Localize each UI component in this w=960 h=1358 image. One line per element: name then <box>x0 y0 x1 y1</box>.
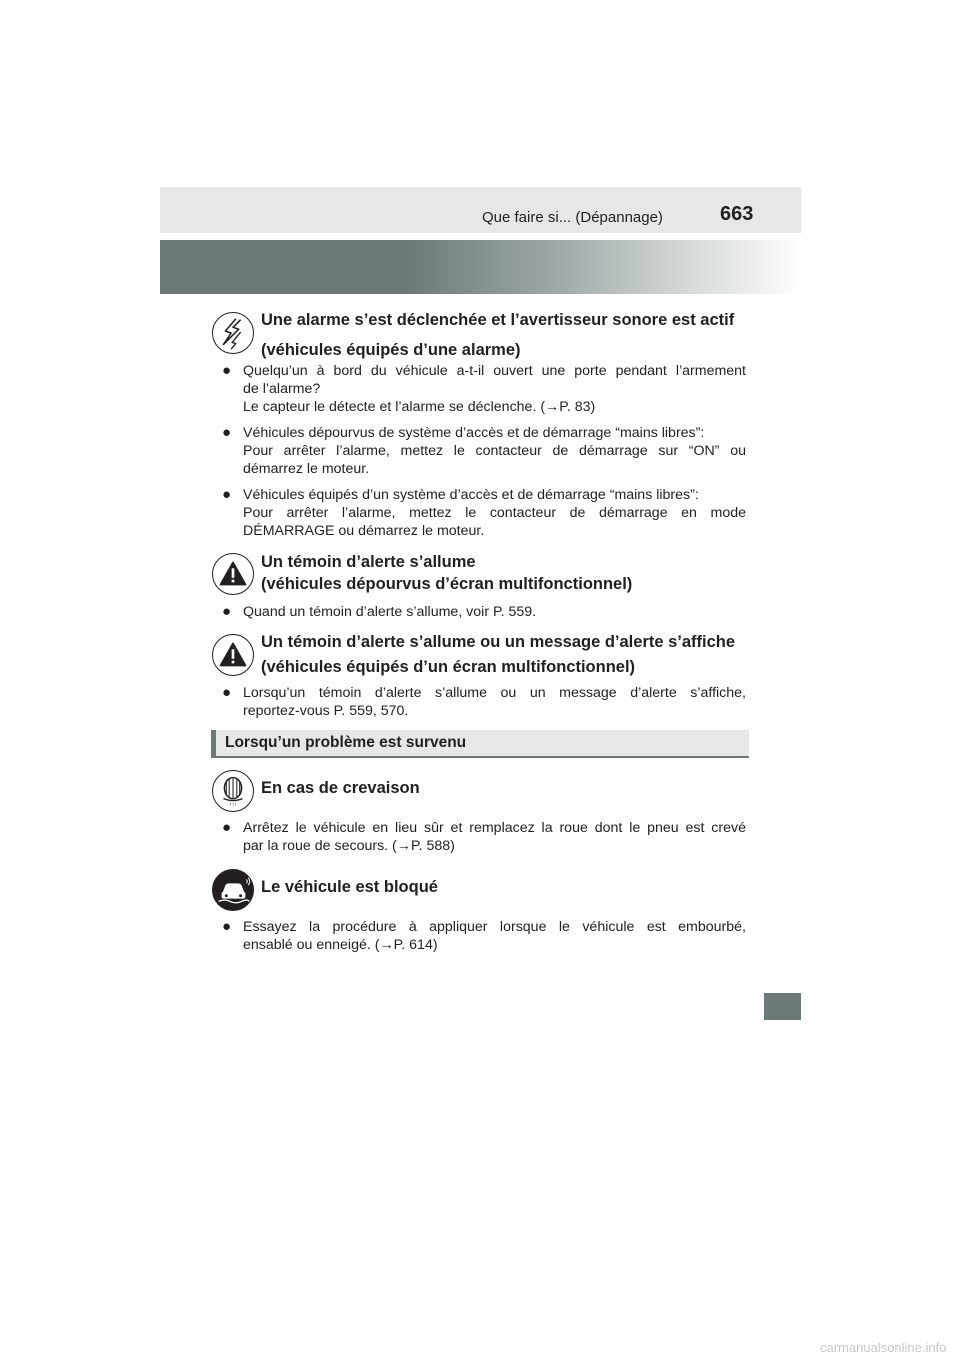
svg-text:! ! !: ! ! ! <box>229 803 237 809</box>
section-bar-title: Lorsqu’un problème est survenu <box>225 734 467 751</box>
bullet-icon: ● <box>222 819 232 836</box>
list-item <box>222 486 746 540</box>
item-line: Véhicules équipés d’un système d’accès et de démarrage “mains libres”: <box>243 487 699 503</box>
heading-line: Un témoin d’alerte s’allume <box>261 553 476 571</box>
header-gradient-band <box>160 240 801 294</box>
heading-warning-display <box>261 630 735 679</box>
item-line: Le capteur le détecte et l’alarme se déclenche. (→P. 83) <box>243 399 596 415</box>
item-line: Essayez la procédure à appliquer lorsque le véhicule est embourbé, <box>243 919 746 935</box>
bullet-icon: ● <box>222 684 232 701</box>
heading-line: Une alarme s’est déclenchée et l’avertisseur sonore est actif <box>261 311 735 329</box>
alarm-icon <box>212 312 254 354</box>
bullet-icon: ● <box>222 603 232 620</box>
item-line: Quand un témoin d’alerte s’allume, voir P. 559. <box>243 604 537 620</box>
item-line: DÉMARRAGE ou démarrez le moteur. <box>243 523 485 539</box>
bullet-icon: ● <box>222 362 232 379</box>
heading-stuck-vehicle: Le véhicule est bloqué <box>261 878 438 896</box>
list-item <box>222 684 746 720</box>
section-bar <box>211 730 749 758</box>
heading-line: Un témoin d’alerte s’allume ou un message d’alerte s’affiche <box>261 633 736 651</box>
item-line: Quelqu’un à bord du véhicule a-t-il ouvert une porte pendant l’armement <box>243 363 746 379</box>
list-item <box>222 603 746 621</box>
header-bar <box>160 187 801 233</box>
item-line: de l’alarme? <box>243 381 321 397</box>
heading-warning-no-display <box>261 550 632 596</box>
warning-icon <box>212 634 254 676</box>
bullet-icon: ● <box>222 486 232 503</box>
chapter-title: Que faire si... (Dépannage) <box>482 209 663 226</box>
bullet-icon: ● <box>222 918 232 935</box>
heading-line: (véhicules équipés d’un écran multifonctionnel) <box>261 658 636 676</box>
list-item <box>222 362 746 416</box>
flat-tire-icon <box>212 770 254 812</box>
warning-icon <box>212 553 254 595</box>
heading-line: (véhicules équipés d’une alarme) <box>261 341 521 359</box>
item-line: Véhicules dépourvus de système d’accès et de démarrage “mains libres”: <box>243 425 705 441</box>
bullet-icon: ● <box>222 424 232 441</box>
item-line: Lorsqu’un témoin d’alerte s’allume ou un message d’alerte s’affiche, <box>243 685 746 701</box>
item-line: Pour arrêter l’alarme, mettez le contacteur de démarrage en mode <box>243 505 746 521</box>
item-line: reportez-vous P. 559, 570. <box>243 703 409 719</box>
item-line: ensablé ou enneigé. (→P. 614) <box>243 937 438 953</box>
heading-flat-tire: En cas de crevaison <box>261 779 420 797</box>
item-line: Pour arrêter l’alarme, mettez le contacteur de démarrage sur “ON” ou <box>243 443 746 459</box>
item-line: Arrêtez le véhicule en lieu sûr et remplacez la roue dont le pneu est crevé <box>243 820 746 836</box>
section-bar-accent <box>211 730 216 756</box>
heading-line: (véhicules dépourvus d’écran multifonctionnel) <box>261 575 633 593</box>
list-item <box>222 918 746 954</box>
heading-alarm <box>261 308 734 362</box>
item-line: par la roue de secours. (→P. 588) <box>243 838 455 854</box>
item-line: démarrez le moteur. <box>243 461 370 477</box>
list-item <box>222 424 746 478</box>
chapter-side-tab <box>764 993 801 1020</box>
footer-watermark: carmanualsonline.info <box>820 1340 947 1355</box>
page-number: 663 <box>720 203 754 225</box>
stuck-vehicle-icon <box>212 869 254 911</box>
list-item <box>222 819 746 855</box>
